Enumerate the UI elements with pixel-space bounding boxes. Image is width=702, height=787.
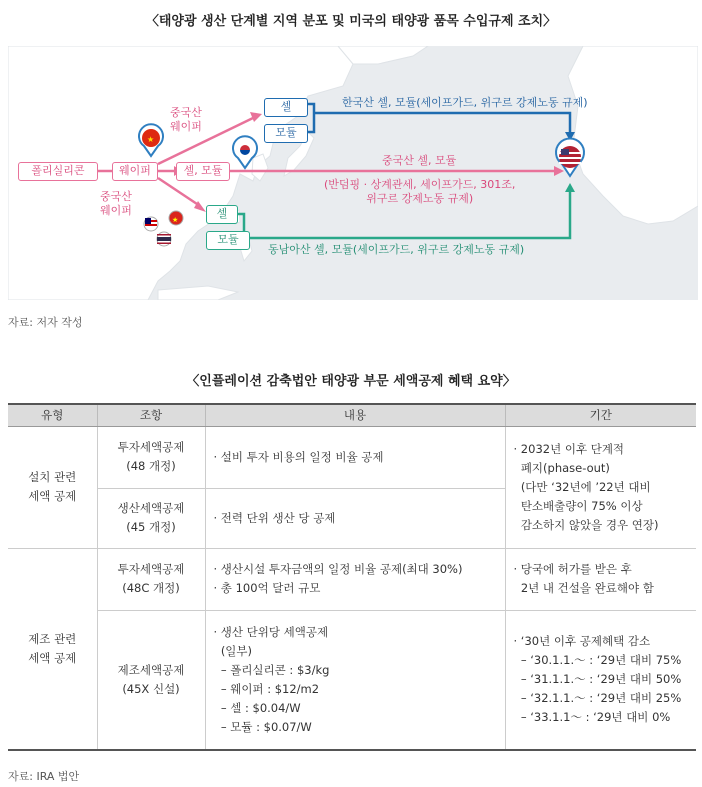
ira-tax-credit-table (8, 403, 696, 751)
trade-map (8, 46, 698, 300)
figure1-title: 〈태양광 생산 단계별 지역 분포 및 미국의 태양광 품목 수입규제 조치〉 (145, 14, 557, 29)
clause-cell: 투자세액공제 (48C 개정) (97, 548, 205, 610)
clause-cell: 제조세액공제 (45X 신설) (97, 610, 205, 750)
clause-cell: 생산세액공제 (45 개정) (97, 488, 205, 548)
china-wafer-label-bottom: 중국산 웨이퍼 (100, 190, 132, 217)
cell-module-node: 셀, 모듈 (176, 162, 230, 181)
period-install: · 2032년 이후 단계적 폐지(phase-out) (다만 ‘32년에 ’22년 대비 탄소배출량이 75% 이상 감소하지 않았을 경우 연장) (505, 426, 696, 548)
header-clause: 조항 (97, 404, 205, 426)
table-row (8, 610, 696, 750)
header-type: 유형 (8, 404, 97, 426)
svg-text:★: ★ (147, 135, 155, 144)
content-cell: · 생산 단위당 세액공제 (일부) – 폴리실리콘 : $3/kg – 웨이퍼 : $12/m2 – 셀 : $0.04/W – 모듈 : $0.07/W (205, 610, 505, 750)
china-route-detail: (반덤핑 · 상계관세, 세이프가드, 301조, 위구르 강제노동 규제) (324, 178, 516, 205)
malaysia-flag-pin (144, 217, 158, 231)
type-install: 설치 관련 세액 공제 (8, 426, 97, 548)
clause-cell: 투자세액공제 (48 개정) (97, 426, 205, 488)
period-cell: · ‘30년 이후 공제혜택 감소 – ‘30.1.1.～ : ‘29년 대비 75% – ‘31.1.1.～ : ‘29년 대비 50% – ‘32.1.1.～ : ‘29년 대비 25% – ‘33.1.1～ : ‘29년 대비 0% (505, 610, 696, 750)
sea-route-label: 동남아산 셀, 모듈(세이프가드, 위구르 강제노동 규제) (268, 243, 525, 256)
vietnam-flag-pin (169, 211, 183, 225)
table-row (8, 426, 696, 488)
svg-text:★: ★ (172, 216, 179, 224)
figure2-title: 〈인플레이션 감축법안 태양광 부문 세액공제 혜택 요약〉 (186, 374, 516, 389)
period-cell: · 당국에 허가를 받은 후 2년 내 건설을 완료해야 함 (505, 548, 696, 610)
thailand-flag-pin (157, 232, 171, 246)
polysilicon-node: 폴리실리콘 (18, 162, 98, 181)
table-row (8, 548, 696, 610)
content-cell: · 전력 단위 생산 당 공제 (205, 488, 505, 548)
china-route-label: 중국산 셀, 모듈 (382, 154, 457, 167)
sea-cell-node: 셀 (206, 205, 238, 224)
korea-cell-node: 셀 (264, 98, 308, 117)
content-cell: · 설비 투자 비용의 일정 비율 공제 (205, 426, 505, 488)
korea-route-label: 한국산 셀, 모듈(세이프가드, 위구르 강제노동 규제) (342, 96, 588, 109)
type-manufacture: 제조 관련 세액 공제 (8, 548, 97, 750)
figure1-source: 자료: 저자 작성 (8, 316, 83, 329)
header-content: 내용 (205, 404, 505, 426)
header-period: 기간 (505, 404, 696, 426)
korea-module-node: 모듈 (264, 124, 308, 143)
table-header-row (8, 404, 696, 426)
wafer-node: 웨이퍼 (112, 162, 158, 181)
china-wafer-label-top: 중국산 웨이퍼 (170, 106, 202, 133)
content-cell: · 생산시설 투자금액의 일정 비율 공제(최대 30%) · 총 100억 달러 규모 (205, 548, 505, 610)
sea-module-node: 모듈 (206, 231, 250, 250)
figure2-source: 자료: IRA 법안 (8, 770, 80, 783)
